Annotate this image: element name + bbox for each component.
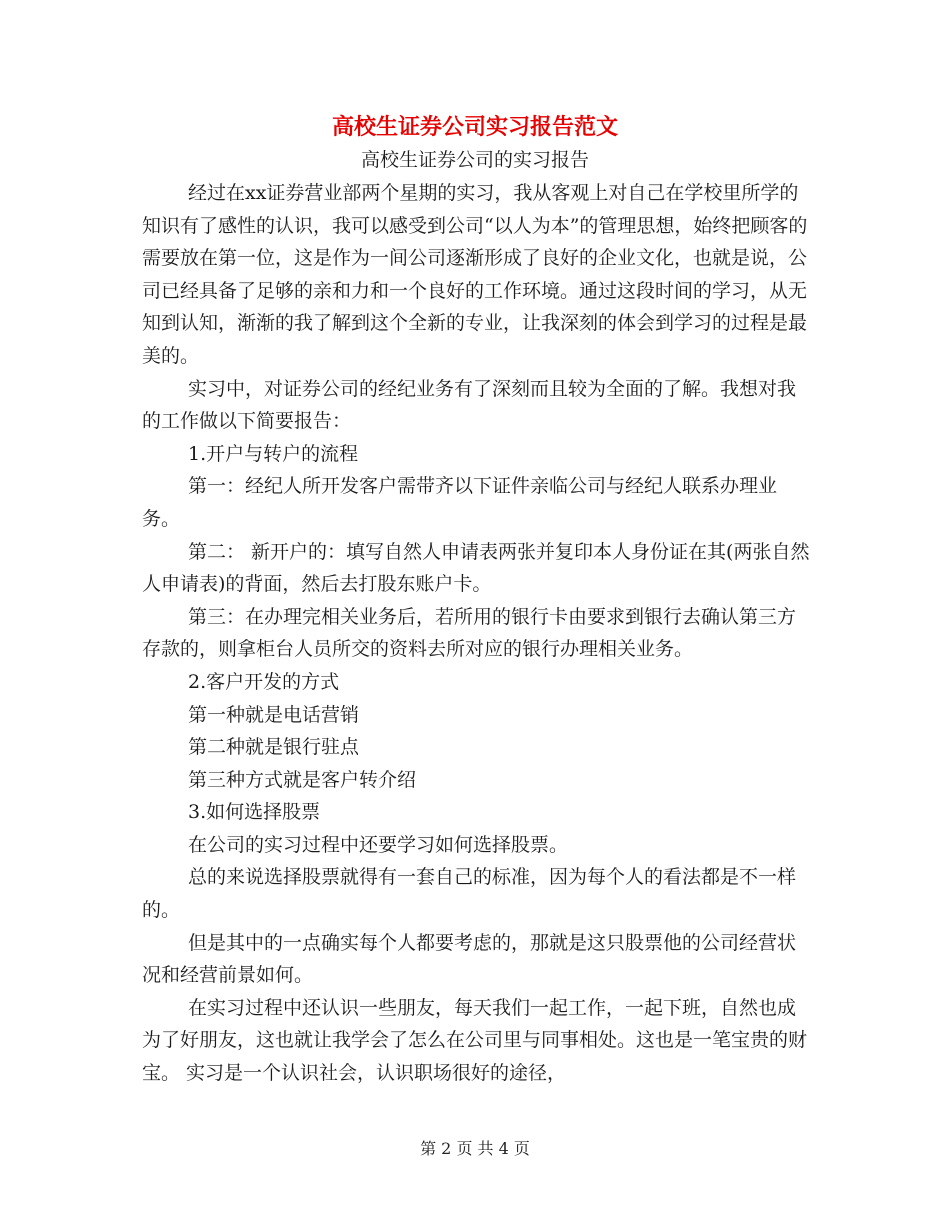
section-heading: 1.开户与转户的流程 xyxy=(188,442,359,465)
paragraph: 实习中，对证券公司的经纪业务有了深刻而且较为全面的了解。我想对我的工作做以下简要报告： xyxy=(142,377,797,433)
paragraph: 总的来说选择股票就得有一套自己的标准，因为每个人的看法都是不一样的。 xyxy=(142,866,797,922)
document-title: 高校生证券公司实习报告范文 xyxy=(331,114,618,140)
paragraph: 经过在xx证券营业部两个星期的实习，我从客观上对自己在学校里所学的知识有了感性的认识，我可以感受到公司“以人为本”的管理思想，始终把顾客的需要放在第一位，这是作为一间公司逐渐形成了良好的企业文化，也就是说，公司已经具备了足够的亲和力和一个良好的工作环境。通过这段时间的学习，从无知到认知，渐渐的我了解到这个全新的专业，让我深刻的体会到学习的过程是最美的。 xyxy=(142,182,808,367)
paragraph: 但是其中的一点确实每个人都要考虑的，那就是这只股票他的公司经营状况和经营前景如何。 xyxy=(142,931,797,987)
paragraph: 第一：经纪人所开发客户需带齐以下证件亲临公司与经纪人联系办理业务。 xyxy=(142,475,778,530)
page-number-footer: 第 2 页 共 4 页 xyxy=(420,1139,530,1158)
paragraph: 在公司的实习过程中还要学习如何选择股票。 xyxy=(188,833,569,856)
paragraph: 在实习过程中还认识一些朋友，每天我们一起工作，一起下班，自然也成为了好朋友，这也就让我学会了怎么在公司里与同事相处。这也是一笔宝贵的财宝。 实习是一个认识社会，认识职场很好的途径， xyxy=(142,996,808,1085)
list-item: 第三种方式就是客户转介绍 xyxy=(188,768,417,791)
paragraph: 第三：在办理完相关业务后，若所用的银行卡由要求到银行去确认第三方存款的，则拿柜台人员所交的资料去所对应的银行办理相关业务。 xyxy=(142,605,797,661)
paragraph: 第二： 新开户的：填写自然人申请表两张并复印本人身份证在其(两张自然人申请表)的背面，然后去打股东账户卡。 xyxy=(142,540,810,596)
document-subtitle: 高校生证券公司的实习报告 xyxy=(360,149,589,171)
document-body xyxy=(142,177,810,1090)
section-heading: 3.如何选择股票 xyxy=(188,801,321,824)
list-item: 第二种就是银行驻点 xyxy=(188,736,360,759)
list-item: 第一种就是电话营销 xyxy=(188,703,360,726)
section-heading: 2.客户开发的方式 xyxy=(188,670,340,693)
